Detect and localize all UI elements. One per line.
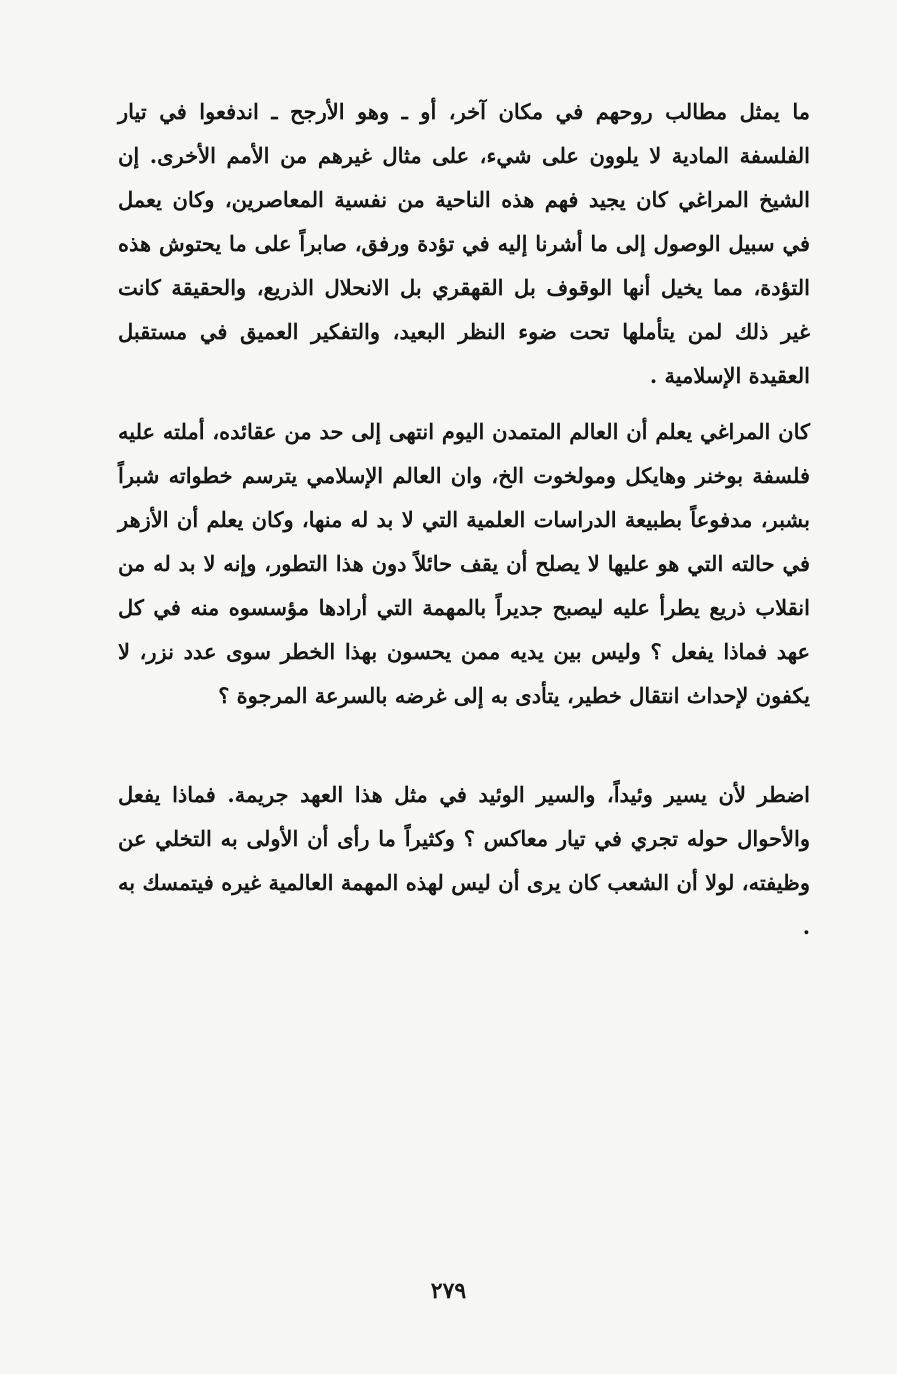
paragraph-2 (118, 410, 810, 718)
page-number: ٢٧٩ (430, 1278, 467, 1304)
paragraph-text: ما يمثل مطالب روحهم في مكان آخر، أو ـ وهو الأرجح ـ اندفعوا في تيار الفلسفة المادية لا يلوون على شيء، على مثال غيرهم من الأمم الأخرى. إن الشيخ المراغي كان يجيد فهم هذه الناحية من نفسية المعاصرين، وكان يعمل في سبيل الوصول إلى ما أشرنا إليه في تؤدة ورفق، صابراً على ما يحتوش هذه التؤدة، مما يخيل أنها الوقوف بل القهقري بل الانحلال الذريع، والحقيقة كانت غير ذلك لمن يتأملها تحت ضوء النظر البعيد، والتفكير العميق في مستقبل العقيدة الإسلامية . (118, 99, 810, 388)
paragraph-text: كان المراغي يعلم أن العالم المتمدن اليوم انتهى إلى حد من عقائده، أملته عليه فلسفة بوخنر وهايكل ومولخوت الخ، وان العالم الإسلامي يترسم خطواته شبراً بشبر، مدفوعاً بطبيعة الدراسات العلمية التي لا بد له منها، وكان يعلم أن الأزهر في حالته التي هو عليها لا يصلح أن يقف حائلاً دون هذا التطور، وإنه لا بد له من انقلاب ذريع يطرأ عليه ليصبح جديراً بالمهمة التي أرادها مؤسسوه منه في كل عهد فماذا يفعل ؟ وليس بين يديه ممن يحسون بهذا الخطر سوى عدد نزر، لا يكفون لإحداث انتقال خطير، يتأدى به إلى غرضه بالسرعة المرجوة ؟ (118, 419, 810, 708)
paragraph-3 (118, 773, 810, 949)
paragraph-text: اضطر لأن يسير وئيداً، والسير الوئيد في مثل هذا العهد جريمة. فماذا يفعل والأحوال حوله تجري في تيار معاكس ؟ وكثيراً ما رأى أن الأولى به التخلي عن وظيفته، لولا أن الشعب كان يرى أن ليس لهذه المهمة العالمية غيره فيتمسك به . (118, 782, 810, 939)
paragraph-1 (118, 90, 810, 398)
